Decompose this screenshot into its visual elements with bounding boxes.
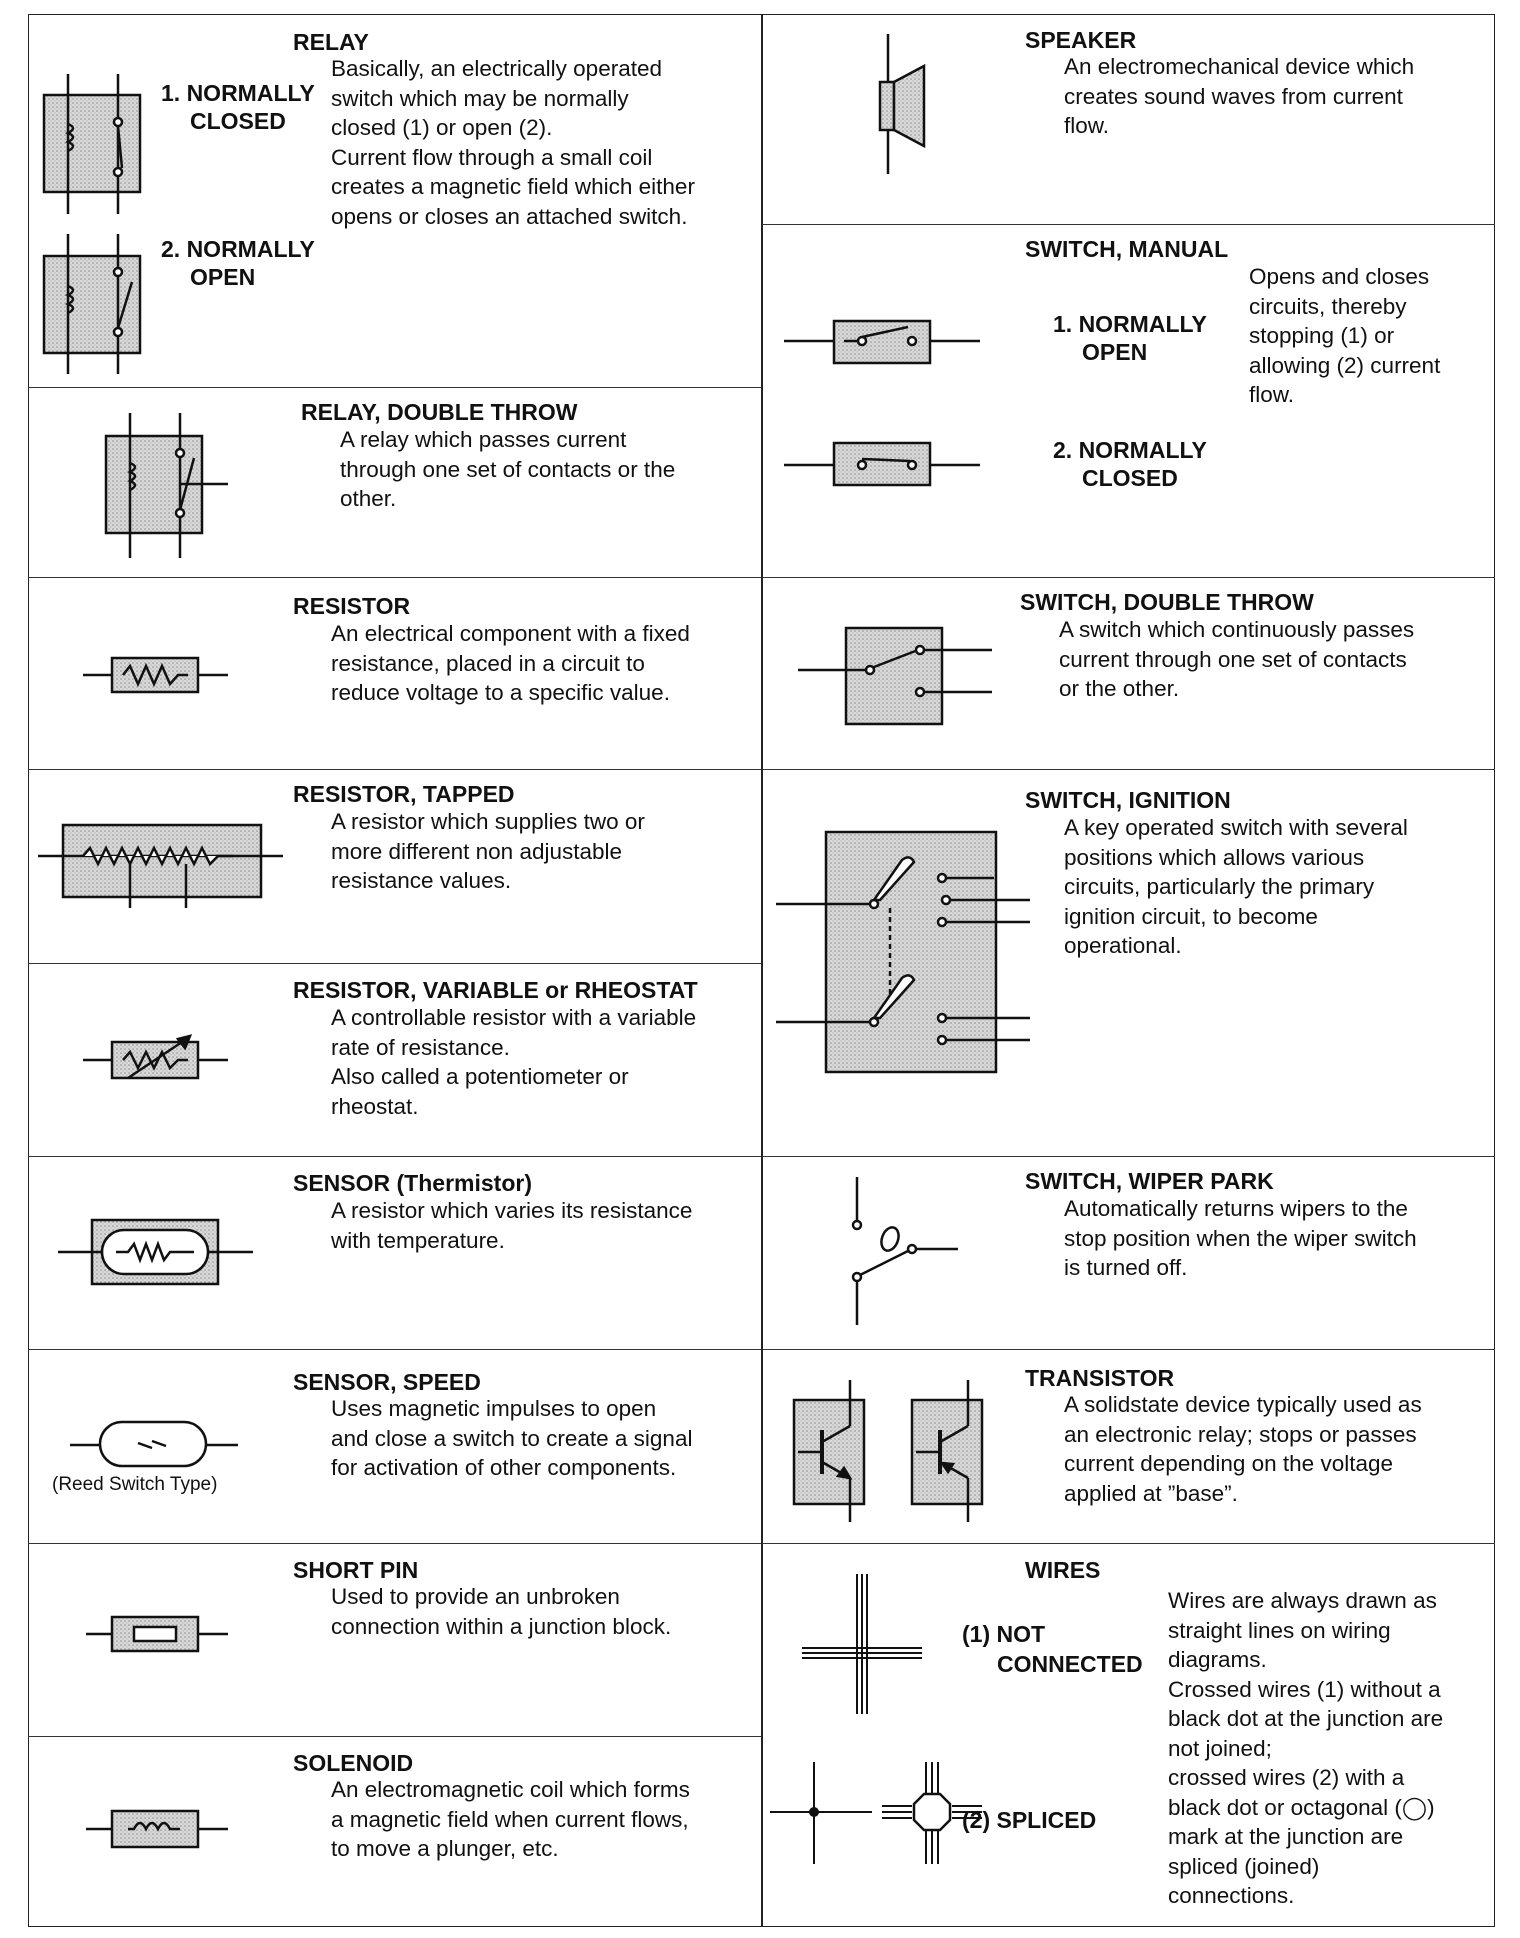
wires-not-connected-word: CONNECTED (997, 1651, 1143, 1677)
relay-double-throw-description: A relay which passes current through one set of contacts or the other. (340, 427, 676, 511)
switch-wiper-park-description: Automatically returns wipers to the stop position when the wiper switch is turned off. (1064, 1196, 1417, 1280)
reed-switch-caption: (Reed Switch Type) (52, 1474, 218, 1495)
wires-not-connected-label: (1) NOT (962, 1621, 1046, 1647)
transistor-cell (762, 1350, 1495, 1543)
resistor-cell (28, 578, 761, 769)
switch-manual-no-word: OPEN (1082, 339, 1148, 365)
wires-description: Wires are always drawn as straight lines on wiring diagrams. Crossed wires (1) without a black dot at the junction are not joined; crossed wires (2) with a black dot or octagonal (◯) mark at the junction are spliced (joined) connections. (1168, 1588, 1444, 1908)
resistor-tapped-description: A resistor which supplies two or more different non adjustable resistance values. (331, 809, 645, 893)
resistor-variable-title: RESISTOR, VARIABLE or RHEOSTAT (293, 977, 698, 1003)
speaker-title: SPEAKER (1025, 27, 1137, 53)
switch-double-throw-title: SWITCH, DOUBLE THROW (1020, 589, 1314, 615)
relay-no-label: 2. NORMALLY (161, 236, 315, 262)
switch-double-throw-description: A switch which continuously passes current through one set of contacts or the other. (1059, 617, 1415, 701)
solenoid-cell (28, 1737, 761, 1927)
transistor-description: A solidstate device typically used as an electronic relay; stops or passes current depending on the voltage applied at ”base”. (1064, 1392, 1422, 1506)
resistor-variable-cell (28, 964, 761, 1156)
solenoid-title: SOLENOID (293, 1750, 414, 1776)
switch-wiper-park-cell (762, 1157, 1495, 1349)
switch-manual-title: SWITCH, MANUAL (1025, 236, 1229, 262)
switch-manual-cell (762, 225, 1495, 577)
relay-double-throw-cell (28, 388, 761, 577)
switch-wiper-park-title: SWITCH, WIPER PARK (1025, 1168, 1274, 1194)
switch-manual-nc-label: 2. NORMALLY (1053, 437, 1207, 463)
relay-double-throw-title: RELAY, DOUBLE THROW (301, 399, 578, 425)
sensor-speed-cell (28, 1350, 761, 1543)
switch-ignition-description: A key operated switch with several positions which allows various circuits, particularly the primary ignition circuit, to become operational. (1064, 815, 1408, 958)
wires-cell (762, 1544, 1495, 1927)
sensor-thermistor-title: SENSOR (Thermistor) (293, 1170, 532, 1196)
speaker-cell (762, 14, 1495, 224)
switch-double-throw-cell (762, 578, 1495, 769)
resistor-description: An electrical component with a fixed resistance, placed in a circuit to reduce voltage to a specific value. (331, 621, 690, 705)
speaker-description: An electromechanical device which creates sound waves from current flow. (1064, 54, 1415, 138)
sensor-thermistor-cell (28, 1157, 761, 1349)
relay-nc-label: 1. NORMALLY (161, 80, 315, 106)
resistor-tapped-cell (28, 770, 761, 963)
switch-ignition-title: SWITCH, IGNITION (1025, 787, 1231, 813)
sensor-thermistor-description: A resistor which varies its resistance with temperature. (331, 1198, 693, 1253)
switch-manual-description: Opens and closes circuits, thereby stopping (1) or allowing (2) current flow. (1249, 264, 1441, 407)
relay-nc-word: CLOSED (190, 108, 286, 134)
wires-title: WIRES (1025, 1557, 1101, 1583)
relay-title: RELAY (293, 29, 369, 55)
short-pin-cell (28, 1544, 761, 1736)
relay-no-word: OPEN (190, 264, 256, 290)
relay-description: Basically, an electrically operated switch which may be normally closed (1) or open (2). Current flow through a small coil creates a magnetic field which either opens or closes an attached switch. (331, 56, 695, 229)
short-pin-title: SHORT PIN (293, 1557, 419, 1583)
sensor-speed-title: SENSOR, SPEED (293, 1369, 481, 1395)
solenoid-description: An electromagnetic coil which forms a magnetic field when current flows, to move a plunger, etc. (331, 1777, 690, 1861)
wires-spliced-label: (2) SPLICED (962, 1807, 1097, 1833)
switch-ignition-cell (762, 770, 1495, 1156)
sensor-speed-description: Uses magnetic impulses to open and close a switch to create a signal for activation of other components. (331, 1396, 693, 1480)
switch-manual-no-label: 1. NORMALLY (1053, 311, 1207, 337)
switch-manual-nc-word: CLOSED (1082, 465, 1178, 491)
transistor-title: TRANSISTOR (1025, 1365, 1175, 1391)
resistor-title: RESISTOR (293, 593, 411, 619)
short-pin-description: Used to provide an unbroken connection within a junction block. (331, 1584, 672, 1639)
resistor-variable-description: A controllable resistor with a variable rate of resistance. Also called a potentiometer or rheostat. (331, 1005, 697, 1119)
resistor-tapped-title: RESISTOR, TAPPED (293, 781, 515, 807)
relay-cell (28, 14, 761, 387)
